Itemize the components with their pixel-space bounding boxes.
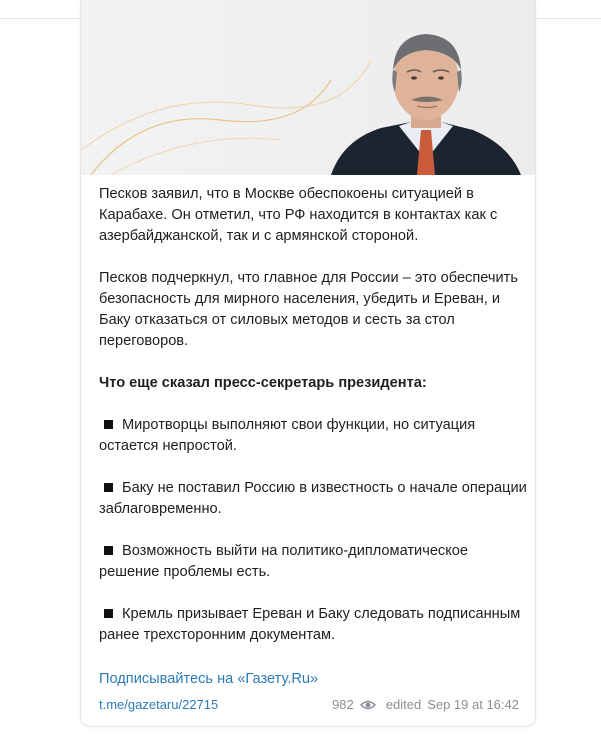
bullet-item [99,415,529,457]
black-square-icon [104,420,113,429]
bullet-item [99,604,529,646]
bullet-item [99,478,529,520]
post-link[interactable]: t.me/gazetaru/22715 [99,697,219,712]
post-footer [99,697,519,715]
bullet-text: Миротворцы выполняют свои функции, но ситуация остается непростой. [99,417,476,454]
black-square-icon [104,609,113,618]
bullet-text: Баку не поставил Россию в известность о начале операции заблаговременно. [99,480,527,517]
post-paragraph-1: Песков заявил, что в Москве обеспокоены ситуацией в Карабахе. Он отметил, что РФ находится в контактах как с азербайджанской, так и с армянской стороной. [99,186,498,244]
post-text [99,184,529,667]
bullet-item [99,541,529,583]
channel-post [80,0,536,727]
black-square-icon [104,546,113,555]
post-meta [332,697,519,712]
post-heading: Что еще сказал пресс-секретарь президента: [99,375,427,391]
photo-illustration [81,0,535,175]
bullet-text: Возможность выйти на политико-дипломатическое решение проблемы есть. [99,543,469,580]
black-square-icon [104,483,113,492]
subscribe-link[interactable]: Подписывайтесь на «Газету.Ru» [99,671,319,687]
post-date: Sep 19 at 16:42 [427,697,519,712]
view-count: 982 [332,697,354,712]
eye-icon [360,699,376,711]
post-photo[interactable] [81,0,535,175]
bullet-text: Кремль призывает Ереван и Баку следовать подписанным ранее трехсторонним документам. [99,606,521,643]
edited-label: edited [385,697,422,712]
post-paragraph-2: Песков подчеркнул, что главное для России – это обеспечить безопасность для мирного населения, убедить и Ереван, и Баку отказаться от силовых методов и сесть за стол переговоров. [99,270,518,349]
